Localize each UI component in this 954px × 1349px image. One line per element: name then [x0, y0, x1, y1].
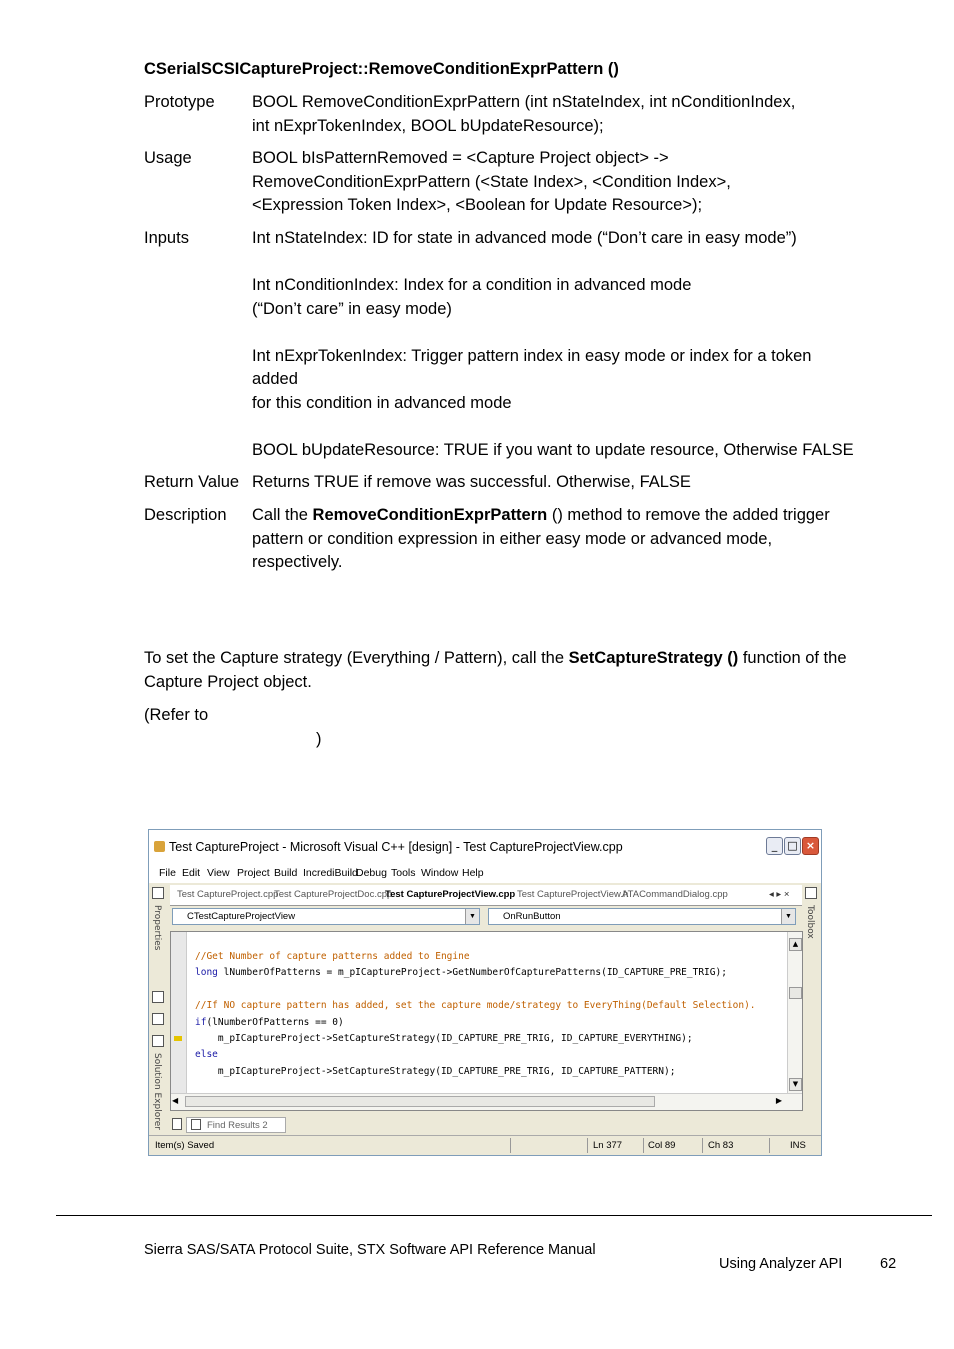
input-state-index: Int nStateIndex: ID for state in advanced mode (“Don’t care in easy mode”): [252, 229, 797, 247]
status-message: Item(s) Saved: [155, 1140, 215, 1151]
tab-file[interactable]: Test CaptureProject.cpp: [177, 889, 279, 900]
class-combo[interactable]: [172, 908, 480, 925]
tab-file[interactable]: Test CaptureProjectDoc.cpp: [274, 889, 393, 900]
output-tabs: [170, 1116, 802, 1134]
footer-section: Using Analyzer API: [719, 1256, 843, 1272]
description-text: pattern or condition expression in either easy mode or advanced mode,: [252, 529, 773, 548]
maximize-icon[interactable]: □: [784, 837, 801, 855]
refer-open-text: (Refer to: [144, 706, 209, 724]
tab-file[interactable]: ATACommandDialog.cpp: [622, 889, 728, 900]
description-text: () method to remove the added trigger: [547, 506, 830, 524]
input-expr-token-index: Int nExprTokenIndex: Trigger pattern index in easy mode or index for a token: [252, 346, 812, 365]
vertical-scrollbar[interactable]: [787, 932, 802, 1093]
app-icon: [154, 841, 165, 852]
menu-debug[interactable]: Debug: [356, 867, 387, 879]
menu-help[interactable]: Help: [462, 867, 484, 879]
usage-line: <Expression Token Index>, <Boolean for Update Resource>);: [252, 196, 703, 214]
properties-rail-tab[interactable]: Properties: [152, 905, 162, 951]
document-tabs: [170, 885, 802, 906]
horizontal-scrollbar[interactable]: [171, 1093, 802, 1110]
status-line: Ln 377: [593, 1140, 623, 1151]
capture-strategy-paragraph: [144, 647, 914, 694]
method-combo[interactable]: [488, 908, 796, 925]
ide-screenshot: [148, 829, 822, 1156]
input-expr-token-index-cont: for this condition in advanced mode: [252, 393, 512, 412]
page-number: 62: [880, 1256, 897, 1272]
method-combo-value: OnRunButton: [503, 911, 561, 922]
scroll-up-icon[interactable]: ▲: [789, 938, 802, 951]
description-text: Call the: [252, 506, 313, 524]
toolbox-rail-tab[interactable]: Toolbox: [805, 905, 815, 939]
output-icon[interactable]: [172, 1118, 182, 1130]
usage-label: Usage: [144, 149, 192, 167]
description-label: Description: [144, 506, 227, 524]
description-value: [252, 504, 902, 575]
scroll-down-icon[interactable]: ▼: [789, 1078, 802, 1091]
scroll-thumb[interactable]: [789, 987, 802, 999]
usage-line: BOOL bIsPatternRemoved = <Capture Project object> ->: [252, 149, 669, 167]
menu-view[interactable]: View: [207, 867, 230, 879]
tool-icon[interactable]: [152, 991, 164, 1003]
description-text: respectively.: [252, 553, 343, 571]
status-bar: [149, 1135, 821, 1155]
window-title: Test CaptureProject - Microsoft Visual C++ [design] - Test CaptureProjectView.cpp: [169, 840, 623, 854]
paragraph-text: function of the: [738, 649, 847, 667]
code-line: //Get Number of capture patterns added to Engine: [195, 951, 470, 962]
menu-bar: [149, 863, 821, 883]
prototype-label: Prototype: [144, 93, 215, 111]
return-value-label: Return Value: [144, 473, 240, 491]
input-update-resource: BOOL bUpdateResource: TRUE if you want to update resource, Otherwise FALSE: [252, 440, 854, 459]
solution-explorer-icon[interactable]: [152, 1035, 164, 1047]
prototype-line: int nExprTokenIndex, BOOL bUpdateResource);: [252, 116, 604, 135]
scroll-thumb[interactable]: [185, 1096, 655, 1107]
inputs-label: Inputs: [144, 229, 189, 247]
usage-line: RemoveConditionExprPattern (<State Index>, <Condition Index>,: [252, 172, 731, 191]
refer-close-text: ): [316, 730, 322, 748]
status-column: Col 89: [648, 1140, 676, 1151]
prototype-line: BOOL RemoveConditionExprPattern (int nStateIndex, int nConditionIndex,: [252, 93, 796, 111]
code-line: m_pICaptureProject->SetCaptureStrategy(ID_CAPTURE_PRE_TRIG, ID_CAPTURE_EVERYTHING);: [195, 1033, 693, 1044]
tab-file[interactable]: Test CaptureProjectView.h: [517, 889, 629, 900]
editor-margin: [171, 932, 187, 1093]
minimize-icon[interactable]: _: [766, 837, 783, 855]
find-icon: [191, 1119, 201, 1130]
right-tool-rail: [802, 883, 821, 1135]
scroll-right-icon[interactable]: ▶: [775, 1096, 782, 1105]
code-line: long lNumberOfPatterns = m_pICaptureProject->GetNumberOfCapturePatterns(ID_CAPTURE_PRE_TRIG);: [195, 967, 727, 978]
chevron-down-icon[interactable]: ▼: [781, 909, 795, 924]
toolbox-icon[interactable]: [805, 887, 817, 899]
section-heading: CSerialSCSICaptureProject::RemoveConditionExprPattern (): [144, 60, 619, 78]
tool-icon[interactable]: [152, 1013, 164, 1025]
menu-tools[interactable]: Tools: [391, 867, 416, 879]
window-titlebar: [149, 830, 821, 863]
solution-explorer-rail-tab[interactable]: Solution Explorer: [152, 1053, 162, 1130]
tab-scroll-icon[interactable]: ◂ ▸ ×: [769, 889, 790, 900]
paragraph-text: Capture Project object.: [144, 672, 312, 691]
scroll-left-icon[interactable]: ◀: [172, 1096, 179, 1105]
close-icon[interactable]: ×: [802, 837, 819, 855]
chevron-down-icon[interactable]: ▼: [465, 909, 479, 924]
paragraph-function-name: SetCaptureStrategy (): [568, 649, 739, 667]
footer-divider: [56, 1215, 932, 1216]
menu-edit[interactable]: Edit: [182, 867, 201, 879]
description-method-name: RemoveConditionExprPattern: [312, 506, 548, 524]
code-editor[interactable]: [170, 931, 803, 1111]
input-condition-index-note: (“Don’t care” in easy mode): [252, 299, 452, 318]
tab-file-active[interactable]: Test CaptureProjectView.cpp: [385, 889, 516, 900]
footer-manual-title: Sierra SAS/SATA Protocol Suite, STX Software API Reference Manual: [144, 1242, 596, 1258]
status-mode: INS: [790, 1140, 806, 1151]
status-char: Ch 83: [708, 1140, 734, 1151]
return-value-text: Returns TRUE if remove was successful. Otherwise, FALSE: [252, 473, 691, 491]
input-condition-index: Int nConditionIndex: Index for a condition in advanced mode: [252, 276, 692, 294]
code-line: //If NO capture pattern has added, set the capture mode/strategy to EveryThing(Default Selection).: [195, 1000, 756, 1011]
code-line: m_pICaptureProject->SetCaptureStrategy(ID_CAPTURE_PRE_TRIG, ID_CAPTURE_PATTERN);: [195, 1066, 676, 1077]
find-results-label: Find Results 2: [207, 1120, 268, 1131]
input-expr-token-index-cont: added: [252, 370, 298, 388]
current-line-arrow-icon: [174, 1036, 182, 1041]
menu-incredibuild[interactable]: IncrediBuild: [303, 867, 358, 879]
properties-icon[interactable]: [152, 887, 164, 899]
menu-project[interactable]: Project: [237, 867, 270, 879]
menu-file[interactable]: File: [159, 867, 176, 879]
prototype-value: [252, 91, 902, 138]
find-results-tab[interactable]: [186, 1117, 286, 1133]
inputs-value: [252, 227, 912, 462]
usage-value: [252, 147, 902, 218]
menu-build[interactable]: Build: [274, 867, 298, 879]
menu-window[interactable]: Window: [421, 867, 459, 879]
left-tool-rail: [149, 883, 168, 1135]
paragraph-text: To set the Capture strategy (Everything / Pattern), call the: [144, 649, 569, 667]
class-combo-value: CTestCaptureProjectView: [187, 911, 296, 922]
code-line: if(lNumberOfPatterns == 0): [195, 1017, 344, 1028]
code-line: else: [195, 1049, 218, 1060]
